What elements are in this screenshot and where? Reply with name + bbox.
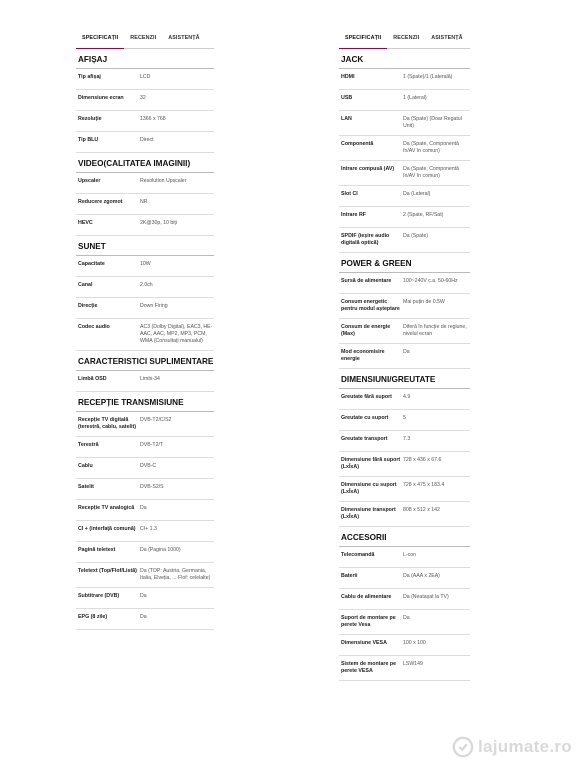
left-tab-bar [76,33,214,49]
left-spec-column [76,0,214,630]
spec-value: 2 (Spate, RF/Sat) [403,212,444,218]
left-sections [76,49,214,630]
spec-row [76,69,214,90]
spec-row [76,500,214,521]
spec-row [76,194,214,215]
spec-row [339,452,470,477]
spec-value: 1 (Lateral) [403,95,427,101]
spec-row [76,132,214,153]
spec-value: Da (AAA x 2EA) [403,573,440,579]
spec-key: Sursă de alimentare [341,278,392,284]
tab-specificatii[interactable]: SPECIFICAȚII [339,33,387,49]
spec-key: Limbă OSD [78,376,107,382]
spec-value: 7.3 [403,436,411,442]
spec-value: AC3 (Dolby Digital), EAC3, HE-AAC, AAC, MP2, MP3, PCM, WMA (Consultaţi manualul) [140,324,213,344]
tab-specificatii[interactable]: SPECIFICAȚII [76,33,124,49]
spec-row [339,228,470,253]
spec-key: SPDIF (ieșire audio digitală optică) [341,233,390,246]
spec-value: Da (Pagina 1000) [140,547,181,553]
spec-row [76,588,214,609]
spec-value: 2.0ch [140,282,153,288]
spec-row [76,173,214,194]
spec-key: Suport de montare pe perete Vesa [341,615,396,628]
spec-value: Da (Spate, Componentă în/AV în comun) [403,166,459,179]
spec-value: Da (Spate, Componentă în/AV în comun) [403,141,459,154]
spec-row [76,437,214,458]
section-title: SUNET [76,236,214,256]
right-sections [339,49,470,681]
spec-value: Direct [140,137,154,143]
spec-value: DVB-S2/S [140,484,164,490]
spec-row [339,136,470,161]
spec-row [339,389,470,410]
spec-key: Recepție TV analogică [78,505,135,511]
spec-row [76,90,214,111]
spec-row [76,542,214,563]
spec-value: LSW149 [403,661,423,667]
tab-asistenta[interactable]: ASISTENȚĂ [168,35,200,41]
spec-key: Mod economisire energie [341,349,385,362]
spec-value: LCD [140,74,151,80]
spec-key: Slot CI [341,191,358,197]
spec-row [76,298,214,319]
spec-key: Recepție TV digitală (terestră, cablu, satelit) [78,417,136,430]
spec-key: Pagină teletext [78,547,116,553]
spec-key: Teletext (Top/Flof/Listă) [78,568,137,574]
spec-row [339,69,470,90]
spec-row [76,371,214,392]
section-title: RECEPȚIE TRANSMISIUNE [76,392,214,412]
spec-row [76,256,214,277]
spec-key: Dimensiune VESA [341,640,387,646]
spec-key: Dimensiune transport (LxÎxA) [341,507,396,520]
spec-row [339,207,470,228]
spec-value: 1366 x 768 [140,116,166,122]
spec-key: Tip BLU [78,137,99,143]
spec-value: CI+ 1.3 [140,526,157,532]
spec-value: Da [140,593,147,599]
section-title: AFIȘAJ [76,49,214,69]
spec-row [339,610,470,635]
spec-value: DVB-T2/C/S2 [140,417,172,423]
spec-row [339,547,470,568]
spec-value: 32 [140,95,146,101]
spec-row [339,319,470,344]
spec-value: Da (TOP: Austria, Germania, Italia, Elveția, ... Flof: celelalte) [140,568,211,581]
spec-row [76,563,214,588]
spec-key: USB [341,95,353,101]
spec-key: Intrare compusă (AV) [341,166,395,172]
spec-value: NR [140,199,148,205]
spec-value: 2K@30p, 10 biți [140,220,177,226]
spec-row [339,90,470,111]
spec-key: Subtitrare (DVB) [78,593,120,599]
spec-row [76,277,214,298]
spec-key: Dimensiune cu suport (LxÎxA) [341,482,397,495]
spec-value: 10W [140,261,151,267]
spec-row [339,111,470,136]
spec-value: DVB-C [140,463,157,469]
spec-row [339,656,470,681]
spec-value: 728 x 475 x 183.4 [403,482,445,488]
lajumate-logo-icon [452,736,474,758]
spec-key: Greutate fără suport [341,394,392,400]
watermark-text: lajumate.ro [478,737,572,756]
spec-value: Limbi-34 [140,376,160,382]
spec-row [339,502,470,527]
spec-key: Upscaler [78,178,101,184]
spec-row [76,458,214,479]
spec-key: Telecomandă [341,552,375,558]
section-title: DIMENSIUNI/GREUTATE [339,369,470,389]
spec-row [339,589,470,610]
spec-row [339,273,470,294]
spec-key: Terestră [78,442,99,448]
spec-key: Consum energetic pentru modul așteptare [341,299,400,312]
spec-value: Down Firing [140,303,168,309]
spec-key: CI + (interfață comună) [78,526,136,532]
spec-row [339,186,470,207]
right-spec-column [339,0,470,681]
spec-row [76,111,214,132]
spec-value: Da (Spate) [403,233,429,239]
section-title: POWER & GREEN [339,253,470,273]
spec-value: Da [403,615,410,621]
spec-row [76,412,214,437]
spec-key: Cablu de alimentare [341,594,392,600]
spec-key: Sistem de montare pe perete VESA [341,661,397,674]
tab-asistenta[interactable]: ASISTENȚĂ [431,35,463,41]
spec-key: Codec audio [78,324,110,330]
spec-value: Da (Lateral) [403,191,431,197]
spec-value: 100~240V c.a. 50-60Hz [403,278,458,284]
spec-row [76,479,214,500]
spec-value: 5 [403,415,406,421]
spec-value: DVB-T2/T [140,442,164,448]
spec-key: Dimensiune fără suport (LxÎxA) [341,457,401,470]
section-title: VIDEO(CALITATEA IMAGINII) [76,153,214,173]
spec-value: 808 x 512 x 142 [403,507,440,513]
spec-row [76,319,214,351]
spec-key: Consum de energie (Max) [341,324,391,337]
spec-key: EPG (8 zile) [78,614,108,620]
spec-row [339,294,470,319]
spec-key: LAN [341,116,352,122]
spec-key: Direcție [78,303,98,309]
section-title: CARACTERISTICI SUPLIMENTARE [76,351,214,371]
spec-key: Canal [78,282,93,288]
section-title: ACCESORII [339,527,470,547]
spec-key: Satelit [78,484,94,490]
spec-key: HDMI [341,74,355,80]
section-title: JACK [339,49,470,69]
spec-value: 1 (Spate)/1 (Laterală) [403,74,453,80]
spec-key: Componentă [341,141,374,147]
spec-value: L-con [403,552,416,558]
spec-value: Da (Spate) (Doar Regatul Unit) [403,116,462,129]
spec-key: Cablu [78,463,93,469]
spec-key: Reducere zgomot [78,199,123,205]
spec-row [339,344,470,369]
spec-key: Baterii [341,573,358,579]
spec-row [339,431,470,452]
spec-row [76,215,214,236]
spec-row [339,635,470,656]
spec-value: Diferă în funcție de regiune, nivelul ecran [403,324,467,337]
spec-key: HEVC [78,220,93,226]
tab-recenzii[interactable]: RECENZII [393,35,420,41]
spec-row [339,568,470,589]
tab-recenzii[interactable]: RECENZII [130,35,157,41]
spec-value: Resolution Upscaler [140,178,187,184]
spec-value: Da [403,349,410,355]
spec-row [339,410,470,431]
spec-key: Intrare RF [341,212,367,218]
spec-key: Capacitate [78,261,105,267]
spec-value: 4.9 [403,394,411,400]
spec-value: Da (Neatașat la TV) [403,594,449,600]
spec-key: Dimensiune ecran [78,95,124,101]
spec-key: Tip afișaj [78,74,101,80]
watermark [452,736,572,758]
spec-key: Greutate cu suport [341,415,389,421]
spec-key: Greutate transport [341,436,388,442]
spec-row [76,521,214,542]
right-tab-bar [339,33,470,49]
spec-value: 100 x 100 [403,640,426,646]
spec-row [76,609,214,630]
spec-key: Rezoluție [78,116,102,122]
spec-value: Da [140,614,147,620]
spec-value: Da [140,505,147,511]
spec-value: Mai puțin de 0.5W [403,299,445,305]
spec-row [339,477,470,502]
spec-row [339,161,470,186]
spec-value: 728 x 436 x 67.6 [403,457,442,463]
